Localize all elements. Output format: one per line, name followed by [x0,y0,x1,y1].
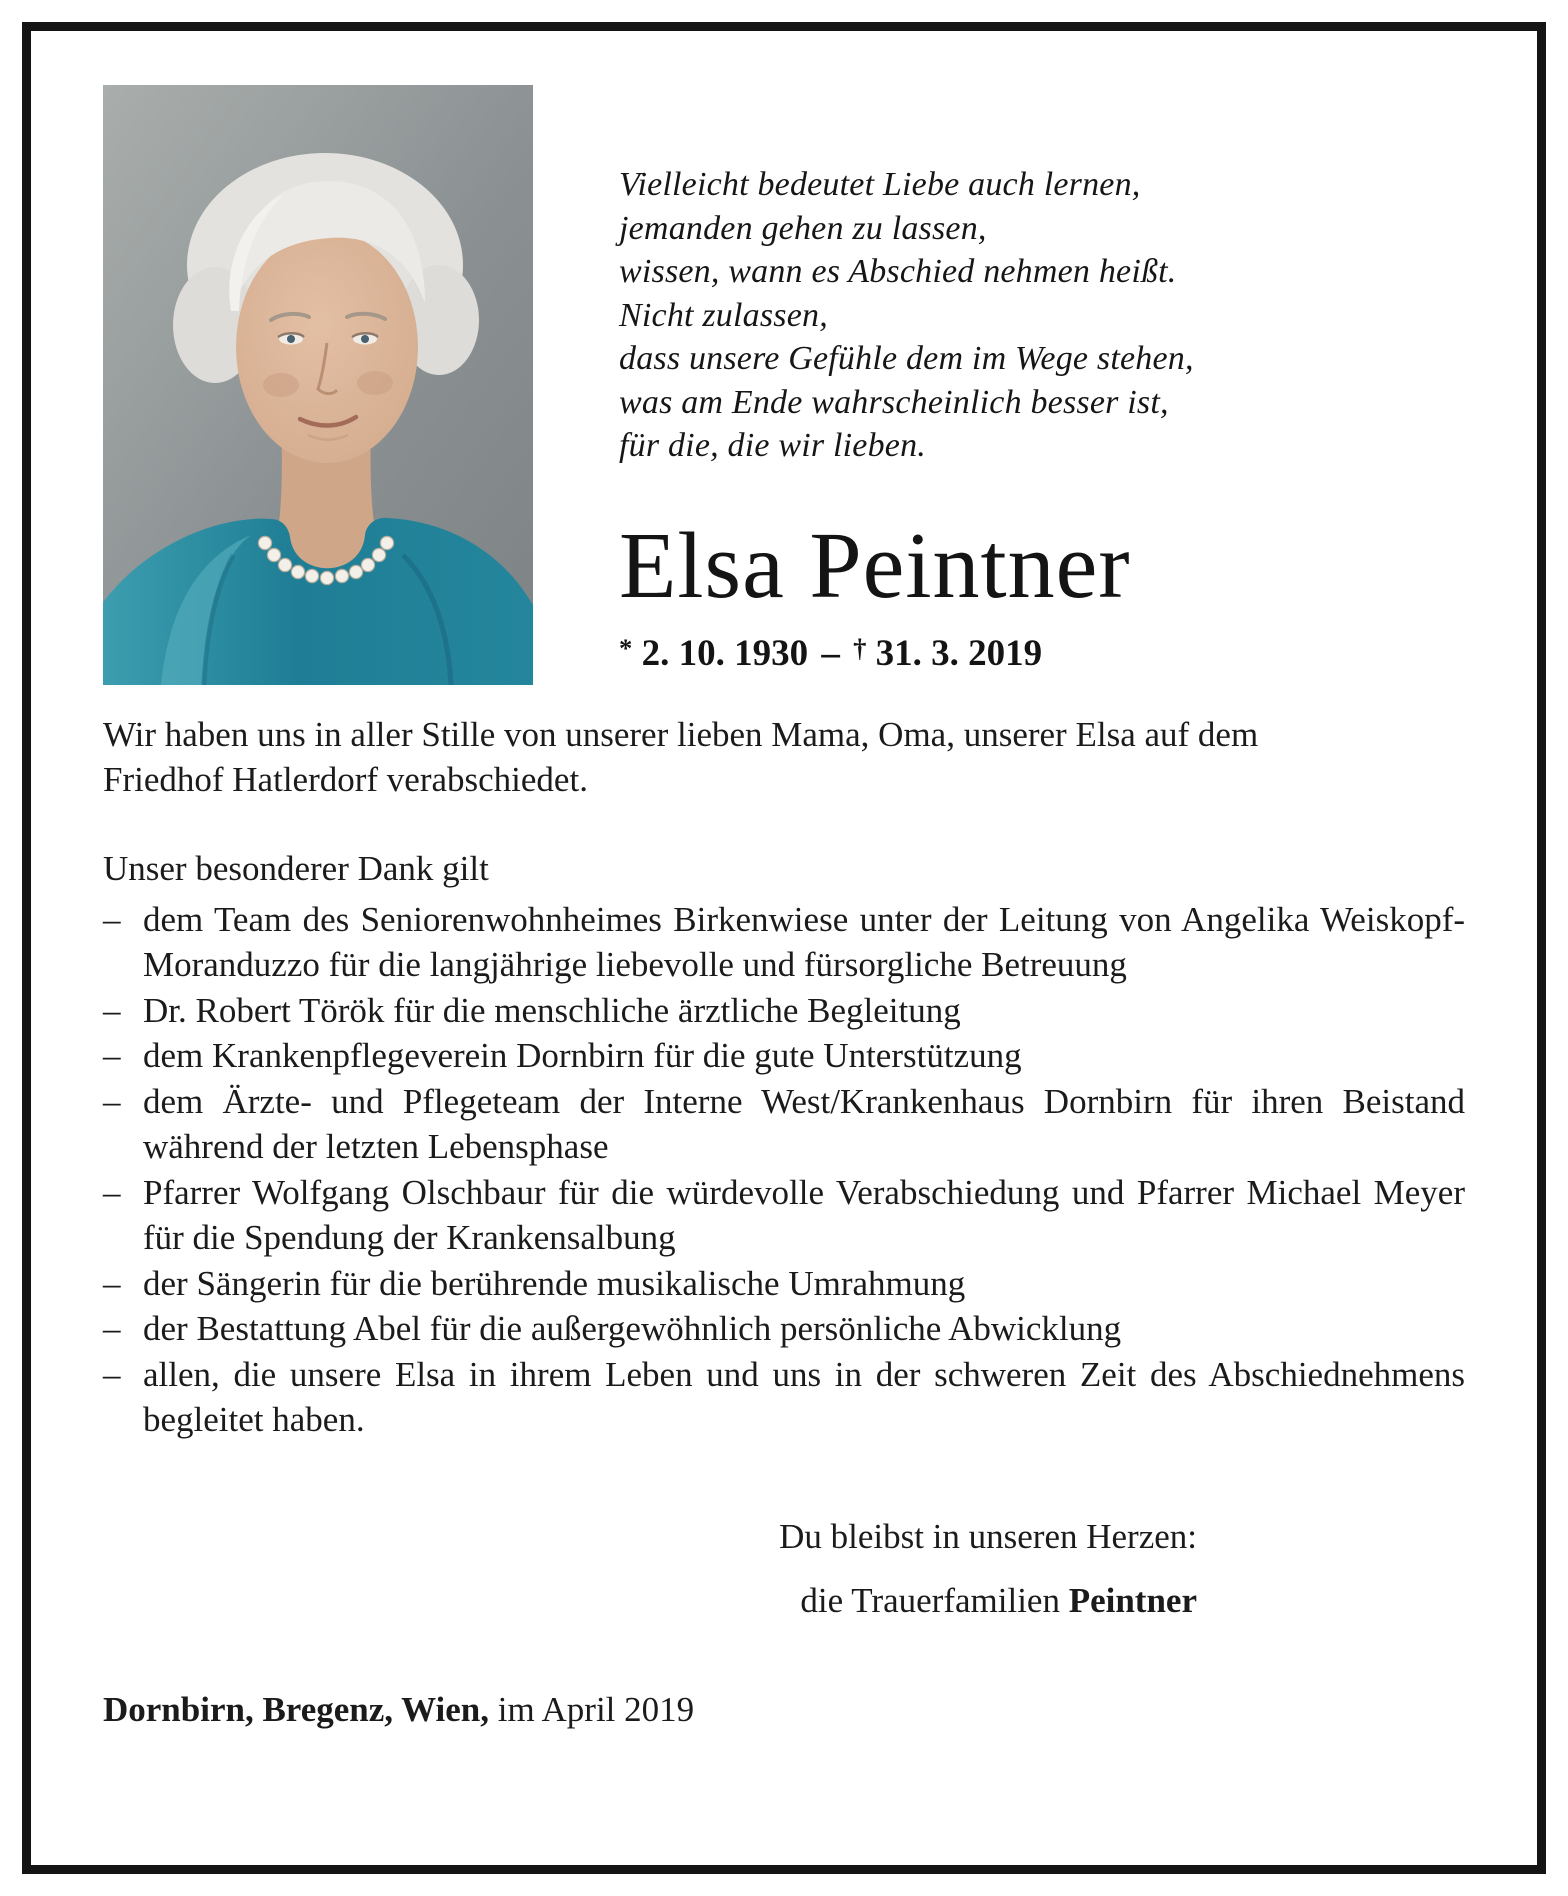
footer-date: im April 2019 [497,1690,695,1730]
poem-line: Nicht zulassen, [619,296,828,334]
closing-family-text: die Trauerfamilien [800,1581,1060,1621]
death-symbol: † [853,632,867,663]
list-item [103,1261,1465,1307]
poem [619,163,1465,468]
list-item [103,1170,1465,1261]
list-item-text: Dr. Robert Török für die menschliche ärztliche Begleitung [143,990,961,1030]
death-date: 31. 3. 2019 [875,632,1043,674]
birth-date: 2. 10. 1930 [641,632,809,674]
birth-symbol: * [619,632,633,663]
list-dash: – [103,1263,121,1303]
family-name: Peintner [1068,1581,1197,1621]
portrait-photo [103,85,533,685]
life-dates [619,632,1465,675]
poem-line: wissen, wann es Abschied nehmen heißt. [619,253,1177,291]
list-item-text: dem Ärzte- und Pflegeteam der Interne West/Krankenhaus Dornbirn für ihren Beistand während der letzten Lebensphase [143,1081,1465,1167]
list-dash: – [103,899,121,939]
list-item [103,1079,1465,1170]
poem-line: Vielleicht bedeutet Liebe auch lernen, [619,166,1141,203]
header-right-column [619,71,1465,685]
list-dash: – [103,1309,121,1349]
footer-line [103,1690,1465,1730]
list-dash: – [103,1172,121,1212]
list-item [103,1033,1465,1079]
deceased-name: Elsa Peintner [619,513,1131,618]
poem-line: jemanden gehen zu lassen, [619,209,987,247]
list-item [103,988,1465,1034]
list-item-text: der Sängerin für die berührende musikalische Umrahmung [143,1263,966,1303]
closing-block [103,1505,1197,1635]
farewell-text: Wir haben uns in aller Stille von unserer lieben Mama, Oma, unserer Elsa auf dem Friedhof Hatlerdorf verabschiedet. [103,715,1259,799]
list-item-text: Pfarrer Wolfgang Olschbaur für die würdevolle Verabschiedung und Pfarrer Michael Meyer für die Spendung der Krankensalbung [143,1172,1465,1258]
list-item-text: allen, die unsere Elsa in ihrem Leben und uns in der schweren Zeit des Abschiednehmens begleitet haben. [143,1354,1465,1440]
list-item [103,1352,1465,1443]
poem-line: für die, die wir lieben. [619,427,926,465]
list-dash: – [103,1036,121,1076]
portrait-illustration [103,85,533,685]
closing-line: Du bleibst in unseren Herzen: [779,1516,1197,1556]
dates-separator: – [821,632,840,674]
list-item [103,897,1465,988]
list-item-text: dem Krankenpflegeverein Dornbirn für die gute Unterstützung [143,1036,1022,1076]
poem-line: was am Ende wahrscheinlich besser ist, [619,383,1169,421]
thanks-list [103,897,1465,1443]
border-frame [22,22,1546,1874]
list-item [103,1306,1465,1352]
closing-family-line [103,1569,1197,1634]
list-dash: – [103,990,121,1030]
poem-line: dass unsere Gefühle dem im Wege stehen, [619,340,1194,378]
thanks-heading: Unser besonderer Dank gilt [103,848,489,888]
header-section [103,71,1465,685]
list-item-text: dem Team des Seniorenwohnheimes Birkenwiese unter der Leitung von Angelika Weiskopf-Moranduzzo für die langjährige liebevolle und fürsorgliche Betreuung [143,899,1465,985]
list-dash: – [103,1354,121,1394]
list-dash: – [103,1081,121,1121]
footer-places: Dornbirn, Bregenz, Wien, [103,1690,489,1730]
list-item-text: der Bestattung Abel für die außergewöhnlich persönliche Abwicklung [143,1309,1122,1349]
